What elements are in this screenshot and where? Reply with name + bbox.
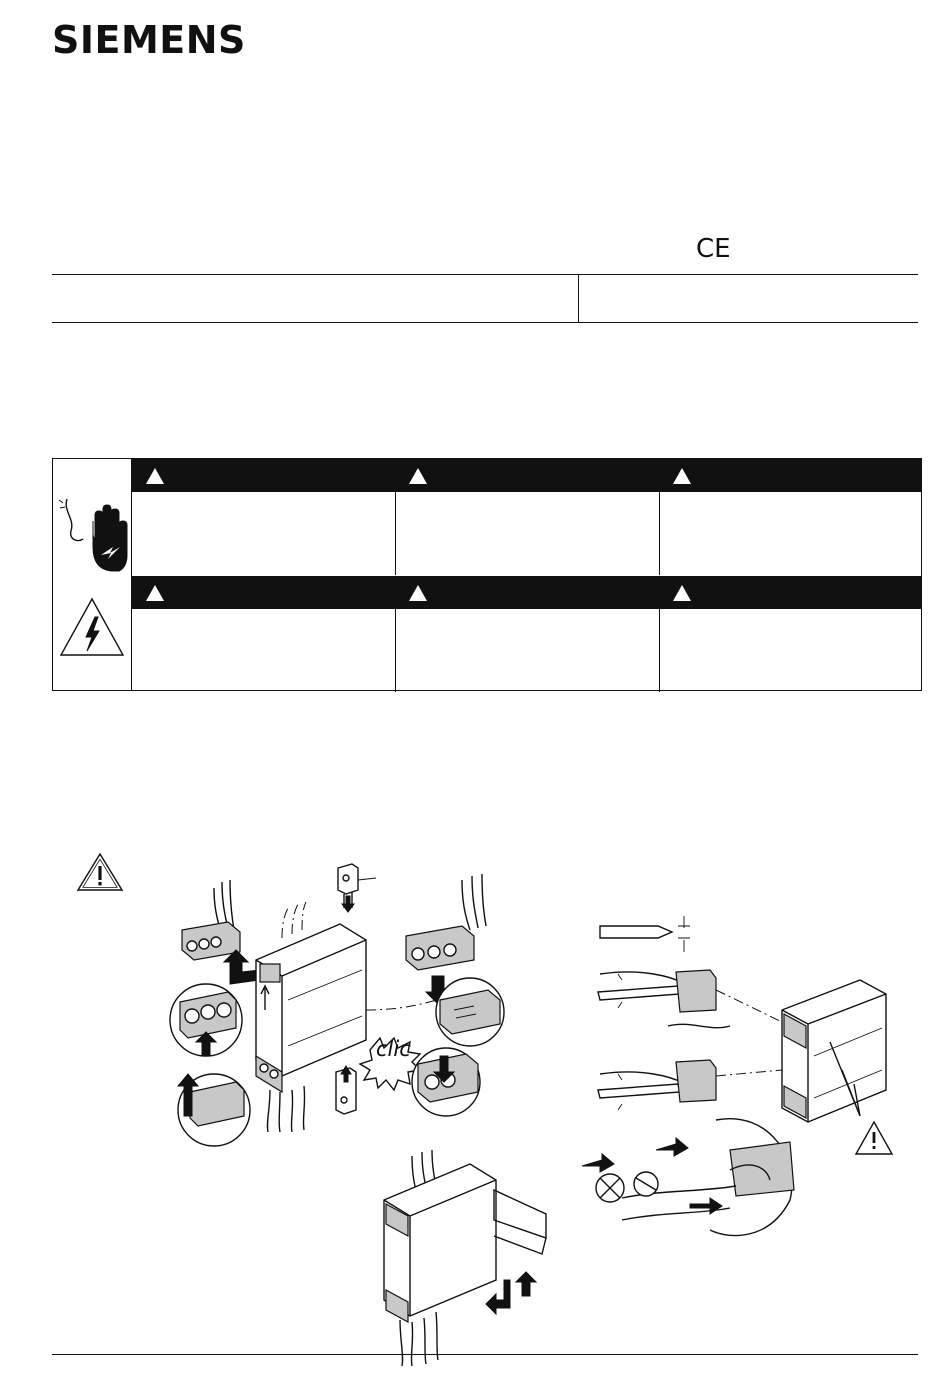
detail-circle-press [412, 1048, 480, 1116]
clic-callout [360, 1037, 420, 1090]
footer-rule [52, 1354, 918, 1355]
installation-illustration [170, 860, 930, 1360]
din-rail-mounting [384, 1150, 546, 1366]
caution-triangle-icon [146, 585, 164, 601]
caution-triangle-icon [673, 468, 691, 484]
warning-cell [132, 492, 395, 575]
clic-label: clic [376, 1037, 411, 1061]
caution-triangle-icon [856, 1122, 892, 1154]
coding-pin-top [338, 864, 376, 912]
warning-cell [132, 609, 395, 692]
warning-icon-column [53, 459, 132, 690]
spring-terminal-top [598, 970, 716, 1012]
warning-header-cell [659, 576, 922, 609]
spring-terminal-bottom [598, 1060, 716, 1110]
caution-triangle-icon [409, 585, 427, 601]
screwdriver-dimension [600, 916, 690, 952]
ce-mark: CE [696, 234, 731, 264]
warning-row-2-header [132, 576, 922, 609]
warning-cell [659, 609, 922, 692]
title-block-divider [578, 274, 579, 323]
siemens-logo: SIEMENS [52, 18, 246, 62]
detail-circle-insert [436, 978, 504, 1046]
warning-header-cell [395, 459, 658, 492]
warning-cell [659, 492, 922, 575]
detail-circle-unlock [170, 984, 242, 1056]
electric-shock-triangle-icon [53, 459, 131, 690]
detail-circle-wire-release [582, 1119, 794, 1236]
warning-cell [395, 609, 658, 692]
relay-device-right [782, 980, 886, 1122]
safety-warning-table [52, 458, 922, 691]
caution-triangle-icon [76, 852, 124, 892]
detail-circle-lift [178, 1074, 250, 1146]
arrow-up-icon [224, 950, 260, 984]
coding-pin-bottom [336, 1066, 356, 1114]
title-block-top-rule [52, 274, 918, 275]
warning-header-cell [659, 459, 922, 492]
warning-header-cell [132, 576, 395, 609]
caution-triangle-icon [146, 468, 164, 484]
title-block-bottom-rule [52, 322, 918, 323]
removable-terminal-top-left [182, 880, 240, 960]
warning-cell [395, 492, 658, 575]
warning-header-cell [132, 459, 395, 492]
caution-triangle-icon [673, 585, 691, 601]
caution-triangle-icon [409, 468, 427, 484]
warning-header-cell [395, 576, 658, 609]
warning-row-1-header [132, 459, 922, 492]
relay-device-center [256, 902, 366, 1076]
